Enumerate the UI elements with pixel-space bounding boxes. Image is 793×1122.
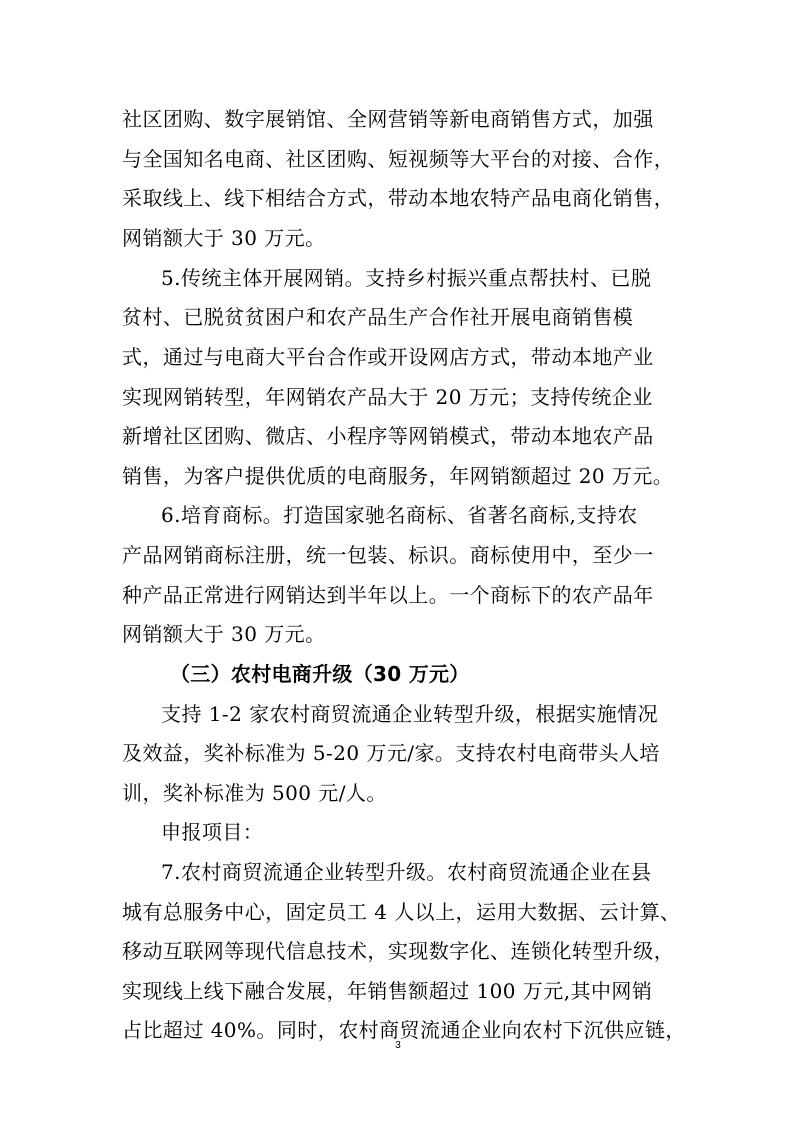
text-line: 占比超过 40%。同时，农村商贸流通企业向农村下沉供应链， [122,1018,686,1042]
section-heading: （三）农村电商升级（30 万元） [170,662,470,686]
text-line: 贫村、已脱贫贫困户和农产品生产合作社开展电商销售模 [122,305,634,329]
paragraph-item-5-line: 5.传统主体开展网销。支持乡村振兴重点帮扶村、已脱 [161,266,652,290]
text-line: 新增社区团购、微店、小程序等网销模式，带动本地农产品 [122,424,654,448]
text-line: 训，奖补标准为 500 元/人。 [122,781,387,805]
page-number: 3 [395,1040,401,1051]
text-line: 与全国知名电商、社区团购、短视频等大平台的对接、合作， [122,147,675,171]
text-line: 产品网销商标注册，统一包装、标识。商标使用中，至少一 [122,543,654,567]
text-line: 社区团购、数字展销馆、全网营销等新电商销售方式，加强 [122,107,654,131]
text-line: 移动互联网等现代信息技术，实现数字化、连锁化转型升级， [122,939,675,963]
paragraph-support-line: 支持 1-2 家农村商贸流通企业转型升级，根据实施情况 [161,702,659,726]
text-line: 实现线上线下融合发展，年销售额超过 100 万元,其中网销 [122,979,653,1003]
text-line: 及效益，奖补标准为 5-20 万元/家。支持农村电商带头人培 [122,741,660,765]
paragraph-item-6-line: 6.培育商标。打造国家驰名商标、省著名商标,支持农 [161,503,638,527]
text-line: 网销额大于 30 万元。 [122,622,326,646]
text-line: 城有总服务中心，固定员工 4 人以上，运用大数据、云计算、 [122,900,681,924]
text-line: 销售，为客户提供优质的电商服务，年网销额超过 20 万元。 [122,464,674,488]
text-line: 采取线上、线下相结合方式，带动本地农特产品电商化销售， [122,186,675,210]
text-line: 实现网销转型，年网销农产品大于 20 万元；支持传统企业 [122,385,653,409]
text-line: 式，通过与电商大平台合作或开设网店方式，带动本地产业 [122,345,654,369]
text-line: 网销额大于 30 万元。 [122,226,326,250]
paragraph-item-7-line: 7.农村商贸流通企业转型升级。农村商贸流通企业在县 [161,860,652,884]
text-line: 种产品正常进行网销达到半年以上。一个商标下的农产品年 [122,583,654,607]
application-label: 申报项目： [161,820,264,844]
